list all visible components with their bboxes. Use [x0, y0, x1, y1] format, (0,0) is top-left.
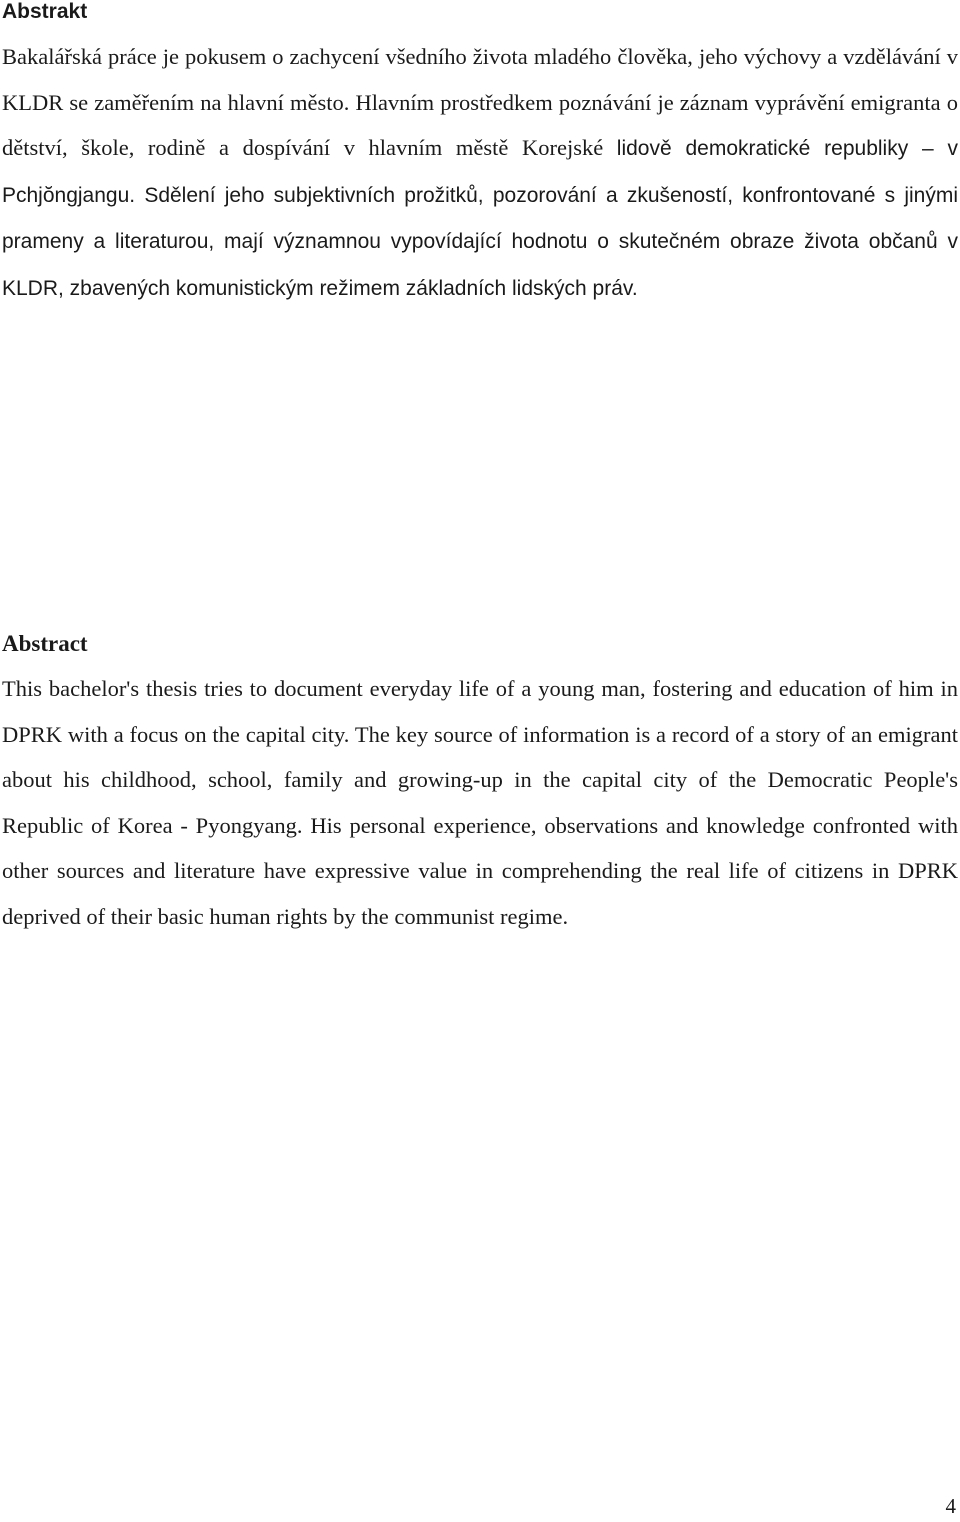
- abstrakt-text-part2: lidově demokratické republiky – v Pchjŏngjangu. Sdělení jeho subjektivních prožitků, pozorování a zkušeností, konfrontované s jinými prameny a literaturou, mají významnou vypovídající hodnotu o skutečném obraze života občanů v KLDR, zbavených komunistickým režimem základních lidských práv.: [2, 137, 959, 300]
- page-number: 4: [945, 1494, 956, 1518]
- abstrakt-heading: Abstrakt: [2, 0, 88, 23]
- abstrakt-paragraph: [2, 34, 958, 311]
- abstract-paragraph: This bachelor's thesis tries to document everyday life of a young man, fostering and education of him in DPRK with a focus on the capital city. The key source of information is a record of a story of an emigrant about his childhood, school, family and growing-up in the capital city of the Democratic People's Republic of Korea - Pyongyang. His personal experience, observations and knowledge confronted with other sources and literature have expressive value in comprehending the real life of citizens in DPRK deprived of their basic human rights by the communist regime.: [2, 676, 958, 929]
- abstract-heading: Abstract: [2, 631, 88, 656]
- abstrakt-text-part1: Bakalářská práce je pokusem o zachycení všedního života mladého člověka, jeho výchovy a vzdělávání v KLDR se zaměřením na hlavní město. Hlavním prostředkem poznávání je záznam vyprávění emigranta o dětství, škole, rodině a dospívání v hlavním městě Korejské: [2, 44, 958, 160]
